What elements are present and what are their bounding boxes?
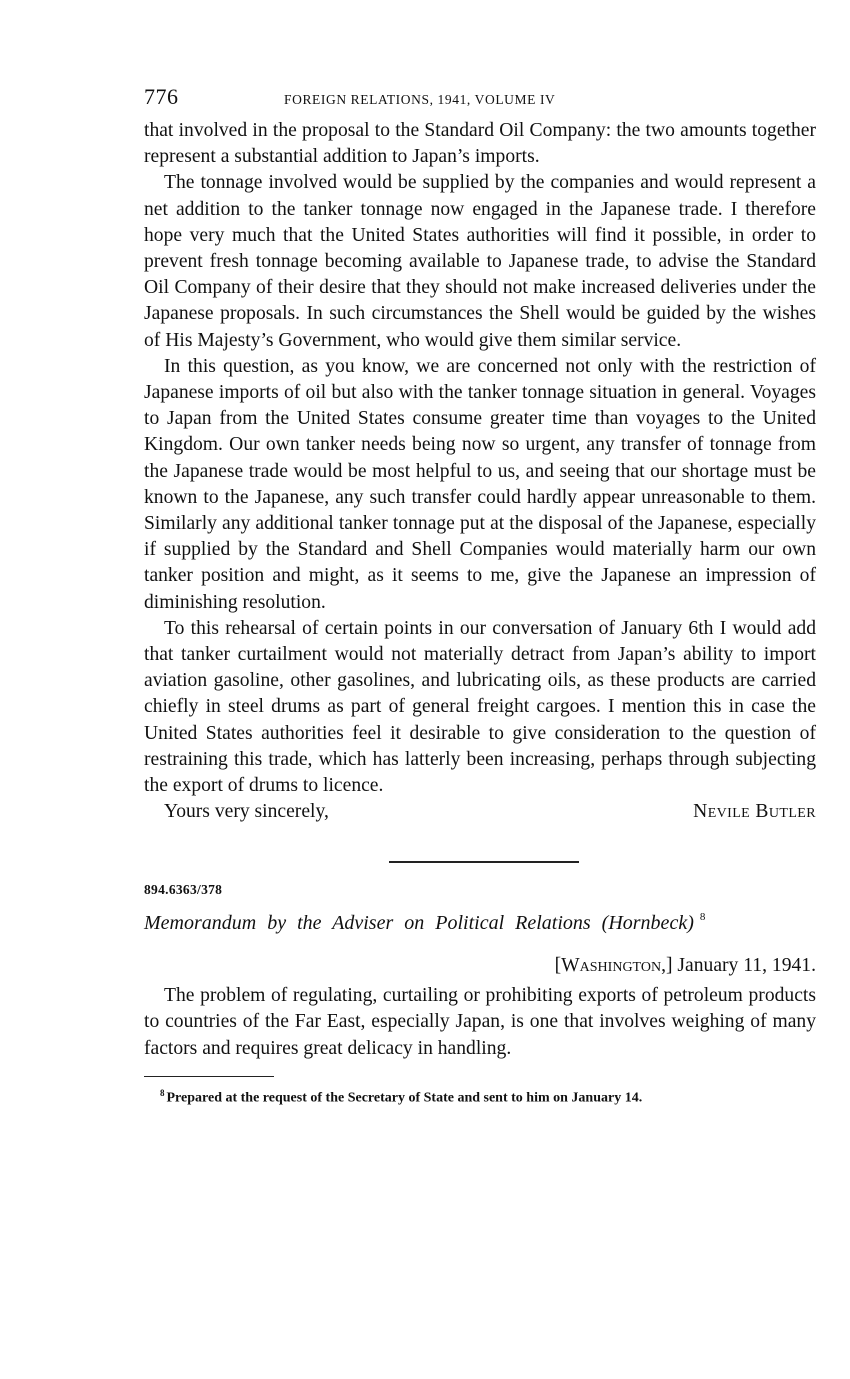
- memo-date: January 11, 1941.: [677, 955, 816, 977]
- letter-paragraph: The tonnage involved would be supplied by the companies and would represent a net addition to the tanker tonnage now engaged in the Japanese trade. I therefore hope very much that the United States authorities will find it possible, in order to prevent fresh tonnage becoming available to Japanese trade, to advise the Standard Oil Company of their desire that they should not make increased deliveries under the Japanese proposals. In such circumstances the Shell would be guided by the wishes of His Majesty’s Government, who would give them similar service.: [144, 172, 816, 351]
- running-head-title: FOREIGN RELATIONS, 1941, VOLUME IV: [284, 92, 556, 107]
- letter-body: [144, 118, 816, 799]
- footnote-reference: 8: [699, 910, 706, 923]
- section-divider: [389, 861, 579, 863]
- memo-place: [Washington,]: [554, 955, 673, 977]
- signature: Nevile Butler: [693, 801, 816, 823]
- page-number: 776: [144, 84, 179, 109]
- running-head: [144, 84, 816, 118]
- letter-paragraph: In this question, as you know, we are concerned not only with the restriction of Japanese imports of oil but also with the tanker tonnage situation in general. Voyages to Japan from the United States consume greater time than voyages to the United Kingdom. Our own tanker needs being now so urgent, any transfer of tonnage from the Japanese trade would be most helpful to us, and seeing that our shortage must be known to the Japanese, any such transfer could hardly appear unreasonable to them. Similarly any additional tanker tonnage put at the disposal of the Japanese, especially if supplied by the Standard and Shell Companies would materially harm our own tanker position and might, as it seems to me, give the Japanese an impression of diminishing resolution.: [144, 355, 816, 613]
- footnote-rule: [144, 1076, 274, 1077]
- memo-title: [144, 912, 816, 935]
- letter-paragraph: To this rehearsal of certain points in our conversation of January 6th I would add that tanker curtailment would not materially detract from Japan’s ability to import aviation gasoline, other gasolines, and lubricating oils, as these products are carried chiefly in steel drums as part of general freight cargoes. I mention this in case the United States authorities feel it desirable to give consideration to the question of restraining this trade, which has latterly been increasing, perhaps through subjecting the export of drums to licence.: [144, 617, 816, 797]
- memo-body: [144, 983, 816, 1062]
- memo-paragraph: The problem of regulating, curtailing or prohibiting exports of petroleum products to countries of the Far East, especially Japan, is one that involves weighing of many factors and requires great delicacy in handling.: [144, 985, 816, 1059]
- letter-paragraph: that involved in the proposal to the Standard Oil Company: the two amounts together represent a substantial addition to Japan’s imports.: [144, 120, 816, 168]
- file-number: 894.6363/378: [144, 882, 223, 898]
- memo-title-text: Memorandum by the Adviser on Political Relations (Hornbeck): [144, 912, 694, 935]
- memo-dateline: [144, 953, 816, 979]
- complimentary-close: Yours very sincerely,: [164, 801, 329, 823]
- document-page: [144, 84, 816, 1107]
- footnote-marker: 8: [160, 1087, 165, 1098]
- footnote: [144, 1085, 816, 1107]
- footnote-text: Prepared at the request of the Secretary of State and sent to him on January 14.: [166, 1090, 643, 1106]
- letter-closing: [144, 799, 816, 825]
